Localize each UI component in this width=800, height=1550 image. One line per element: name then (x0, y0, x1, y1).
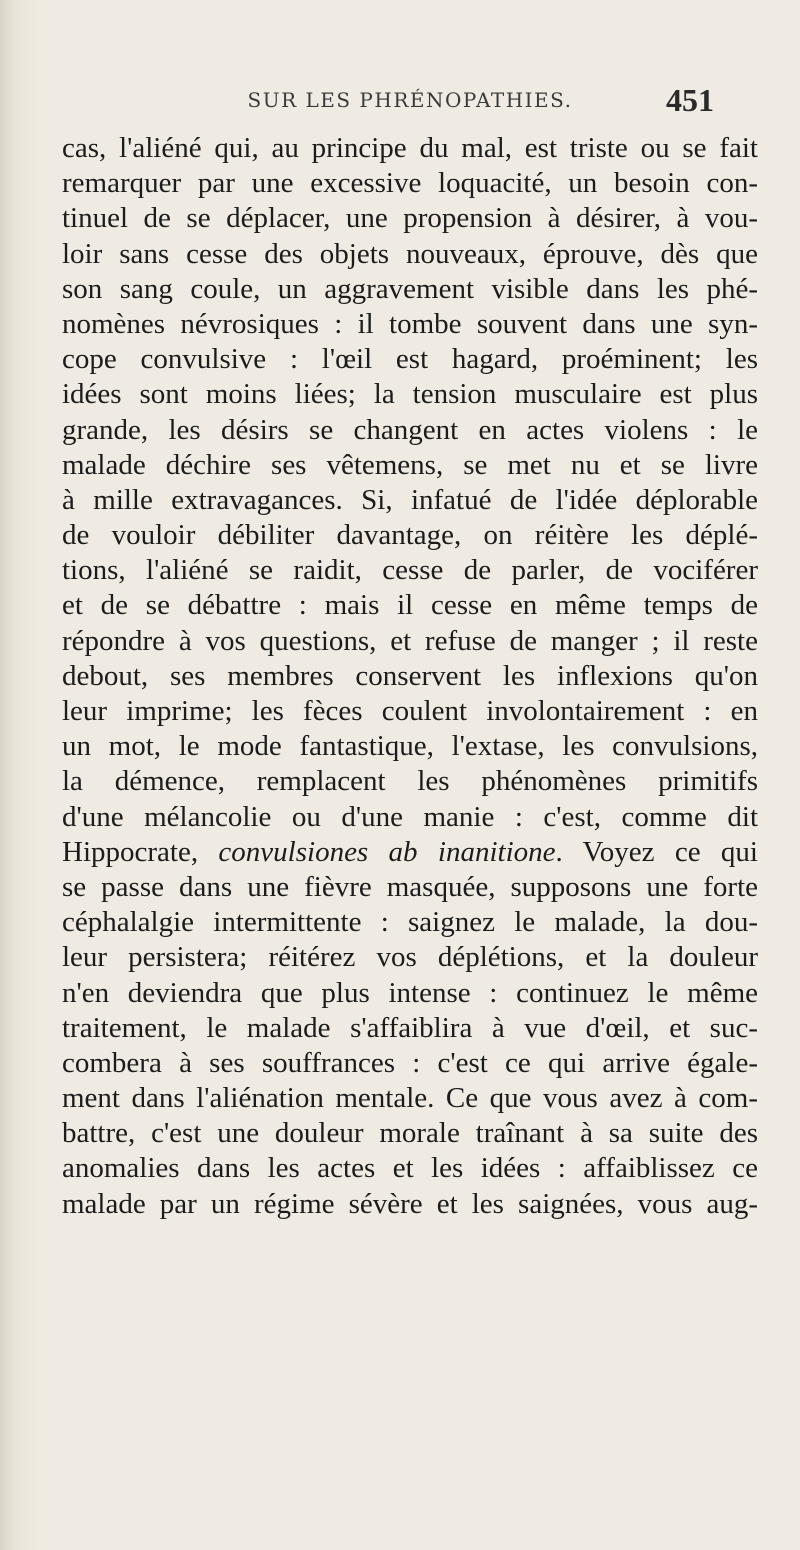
text-line: et de se débattre : mais il cesse en même temps de (62, 589, 758, 622)
text-line: malade déchire ses vêtemens, se met nu et se livre (62, 448, 758, 481)
text-line: d'une mélancolie ou d'une manie : c'est, comme dit (62, 800, 758, 833)
text-line: de vouloir débiliter davantage, on réitère les déplé- (62, 519, 758, 552)
text-line: répondre à vos questions, et refuse de manger ; il reste (62, 624, 758, 657)
text-segment: . Voyez ce qui (555, 835, 758, 868)
text-line: la démence, remplacent les phénomènes primitifs (62, 765, 758, 798)
text-line: son sang coule, un aggravement visible dans les phé- (62, 272, 758, 305)
text-line: tions, l'aliéné se raidit, cesse de parler, de vociférer (62, 554, 758, 587)
text-line: grande, les désirs se changent en actes violens : le (62, 413, 758, 446)
text-line: traitement, le malade s'affaiblira à vue d'œil, et suc- (62, 1011, 758, 1044)
text-line: se passe dans une fièvre masquée, supposons une forte (62, 870, 758, 903)
text-line: battre, c'est une douleur morale traînant à sa suite des (62, 1117, 758, 1150)
page-header (0, 82, 800, 122)
text-line: un mot, le mode fantastique, l'extase, les convulsions, (62, 730, 758, 763)
page-number: 451 (666, 82, 714, 118)
text-line: céphalalgie intermittente : saignez le malade, la dou- (62, 906, 758, 939)
text-line: leur persistera; réitérez vos déplétions, et la douleur (62, 941, 758, 974)
text-line: tinuel de se déplacer, une propension à désirer, à vou- (62, 202, 758, 235)
text-line-with-italic (62, 835, 758, 870)
text-line: malade par un régime sévère et les saignées, vous aug- (62, 1187, 758, 1220)
text-line: combera à ses souffrances : c'est ce qui arrive égale- (62, 1046, 758, 1079)
latin-quote: convulsiones ab inanitione (218, 835, 556, 868)
text-line: ment dans l'aliénation mentale. Ce que vous avez à com- (62, 1082, 758, 1115)
text-line: cope convulsive : l'œil est hagard, proéminent; les (62, 343, 758, 376)
text-line: remarquer par une excessive loquacité, un besoin con- (62, 167, 758, 200)
body-text (62, 131, 758, 1222)
running-title: SUR LES PHRÉNOPATHIES. (247, 88, 573, 112)
text-line: anomalies dans les actes et les idées : affaiblissez ce (62, 1152, 758, 1185)
text-line: à mille extravagances. Si, infatué de l'idée déplorable (62, 483, 758, 516)
text-line: loir sans cesse des objets nouveaux, éprouve, dès que (62, 237, 758, 270)
text-line: nomènes névrosiques : il tombe souvent dans une syn- (62, 307, 758, 340)
text-line: leur imprime; les fèces coulent involontairement : en (62, 695, 758, 727)
text-line: idées sont moins liées; la tension musculaire est plus (62, 378, 758, 411)
text-segment: Hippocrate, (62, 835, 219, 868)
text-line: cas, l'aliéné qui, au principe du mal, est triste ou se fait (62, 132, 758, 164)
text-line: n'en deviendra que plus intense : continuez le même (62, 976, 758, 1009)
text-line: debout, ses membres conservent les inflexions qu'on (62, 659, 758, 692)
